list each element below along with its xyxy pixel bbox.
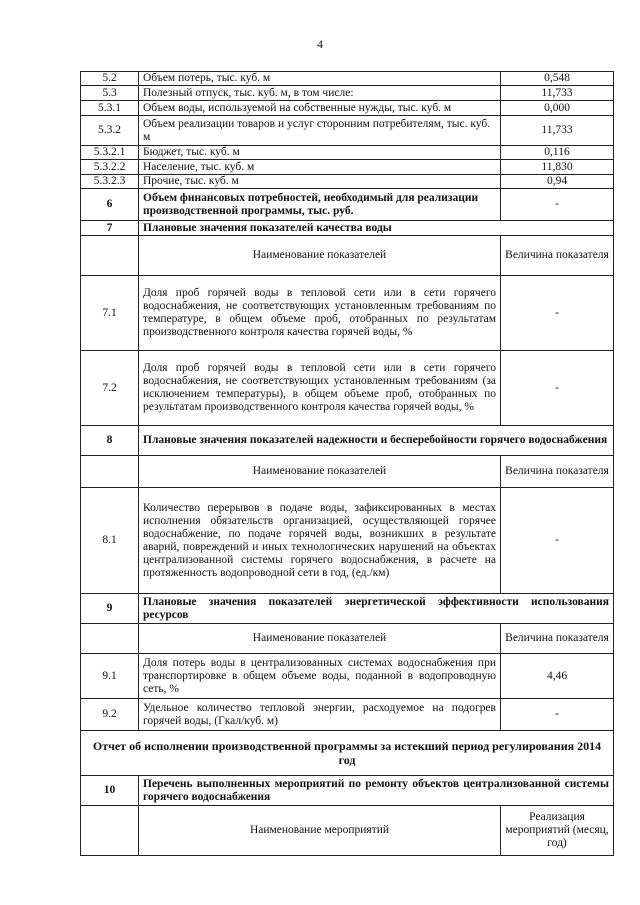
row-value: - [501,699,614,731]
row-text: Бюджет, тыс. куб. м [139,146,501,160]
section-number: 7 [81,221,139,236]
table-row [81,276,614,351]
section-9-row [81,594,614,624]
row-value: 0,548 [501,72,614,86]
section-title: Перечень выполненных мероприятий по ремонту объектов централизованной системы горячего водоснабжения [139,776,614,806]
row-text: Объем воды, используемой на собственные нужды, тыс. куб. м [139,101,501,116]
section-number: 10 [81,776,139,806]
row-text: Полезный отпуск, тыс. куб. м, в том числе: [139,86,501,101]
header-value: Величина показателя [501,456,614,488]
table-row [81,175,614,189]
row-number: 7.1 [81,276,139,351]
row-number: 5.3.2.1 [81,146,139,160]
section-number: 8 [81,426,139,456]
table-row [81,351,614,426]
section-number: 6 [81,189,139,221]
header-row [81,456,614,488]
row-value: - [501,276,614,351]
row-number: 5.3.2 [81,116,139,146]
row-value: 0,116 [501,146,614,160]
header-measures: Наименование мероприятий [139,806,501,856]
page-number: 4 [317,37,323,51]
row-value: 11,733 [501,86,614,101]
table-row [81,72,614,86]
row-value: 0,000 [501,101,614,116]
section-title: Плановые значения показателей надежности и бесперебойности горячего водоснабжения [139,426,614,456]
table-row [81,654,614,699]
header-value: Величина показателя [501,236,614,276]
row-value: 0,94 [501,175,614,189]
section-8-row [81,426,614,456]
header-value: Величина показателя [501,624,614,654]
row-number: 7.2 [81,351,139,426]
header-empty-cell [81,624,139,654]
table-row [81,488,614,594]
table-row [81,146,614,160]
row-text: Количество перерывов в подаче воды, зафиксированных в местах исполнения обязательств организацией, осуществляющей горячее водоснабжение, по подаче горячей воды, возникших в результате аварий, повреждений и иных технологических нарушений на объектах централизованной системы горячего водоснабжения, в расчете на протяженность водопроводной сети в год, (ед./км) [139,488,501,594]
row-number: 5.3.2.2 [81,160,139,175]
header-row [81,624,614,654]
row-text: Прочие, тыс. куб. м [139,175,501,189]
row-value: 11,830 [501,160,614,175]
table-row [81,86,614,101]
header-name: Наименование показателей [139,236,501,276]
row-text: Удельное количество тепловой энергии, расходуемое на подогрев горячей воды, (Гкал/куб. м) [139,699,501,731]
row-number: 9.1 [81,654,139,699]
row-text: Объем потерь, тыс. куб. м [139,72,501,86]
table-row [81,699,614,731]
table-row [81,101,614,116]
row-number: 5.3.1 [81,101,139,116]
report-title-row [81,731,614,776]
row-text: Доля потерь воды в централизованных системах водоснабжения при транспортировке в общем объеме воды, поданной в водопроводную сеть, % [139,654,501,699]
section-7-row [81,221,614,236]
header-name: Наименование показателей [139,624,501,654]
row-value: - [501,351,614,426]
section-title: Объем финансовых потребностей, необходимый для реализации производственной программы, тыс. руб. [139,189,501,221]
table-row [81,160,614,175]
header-empty-cell [81,456,139,488]
row-value: 11,733 [501,116,614,146]
report-title: Отчет об исполнении производственной программы за истекший период регулирования 2014 год [81,731,614,776]
section-number: 9 [81,594,139,624]
table-row [81,116,614,146]
row-number: 8.1 [81,488,139,594]
header-empty-cell [81,806,139,856]
header-empty-cell [81,236,139,276]
section-title: Плановые значения показателей энергетической эффективности использования ресурсов [139,594,614,624]
section-6-row [81,189,614,221]
row-value: 4,46 [501,654,614,699]
row-text: Доля проб горячей воды в тепловой сети или в сети горячего водоснабжения, не соответствующих установленным требованиям (за исключением температуры), в общем объеме проб, отобранных по результатам производственного контроля качества горячей воды, % [139,351,501,426]
row-value: - [501,488,614,594]
header-name: Наименование показателей [139,456,501,488]
row-text: Население, тыс. куб. м [139,160,501,175]
row-number: 5.2 [81,72,139,86]
row-number: 5.3 [81,86,139,101]
header-row [81,806,614,856]
row-text: Доля проб горячей воды в тепловой сети или в сети горячего водоснабжения, не соответствующих установленным требованиям по температуре, в общем объеме проб, отобранных по результатам производственного контроля качества горячей воды, % [139,276,501,351]
row-value: - [501,189,614,221]
header-realization: Реализация мероприятий (месяц, год) [501,806,614,856]
section-title: Плановые значения показателей качества воды [139,221,614,236]
section-10-row [81,776,614,806]
row-number: 5.3.2.3 [81,175,139,189]
row-text: Объем реализации товаров и услуг сторонним потребителям, тыс. куб. м [139,116,501,146]
production-program-table [80,71,614,856]
header-row [81,236,614,276]
row-number: 9.2 [81,699,139,731]
